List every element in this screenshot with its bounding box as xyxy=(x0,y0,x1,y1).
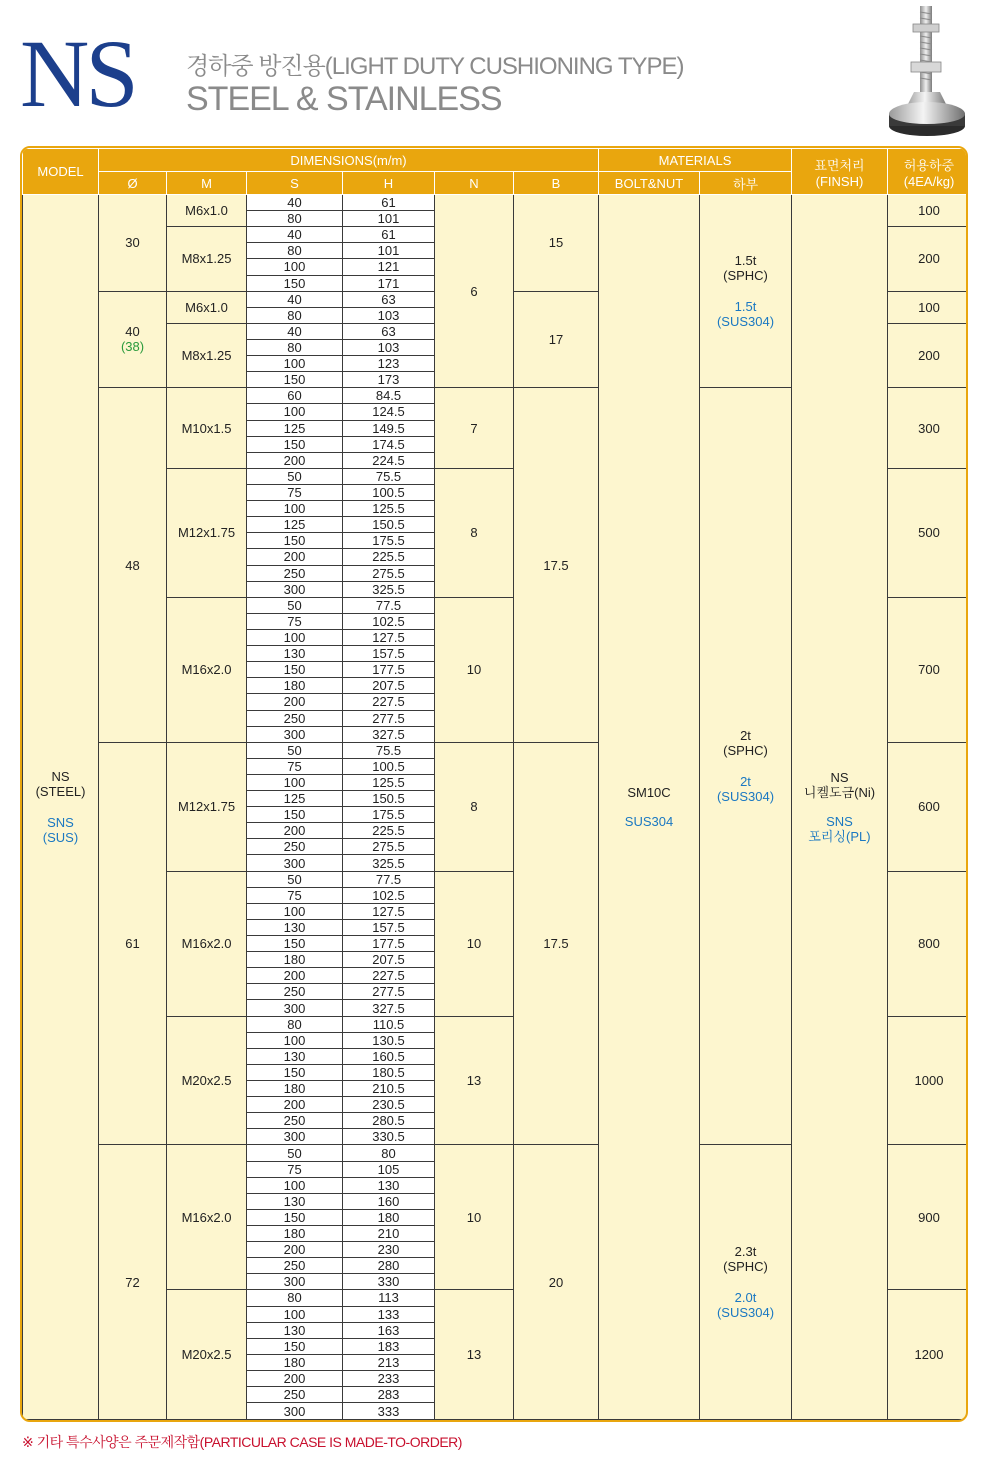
base-spacer xyxy=(700,283,791,299)
s-cell: 130 xyxy=(247,646,343,662)
n-cell: 6 xyxy=(435,195,514,388)
h-cell: 102.5 xyxy=(343,887,435,903)
h-cell: 160 xyxy=(343,1193,435,1209)
h-cell: 207.5 xyxy=(343,952,435,968)
h-cell: 325.5 xyxy=(343,581,435,597)
s-cell: 125 xyxy=(247,791,343,807)
s-cell: 250 xyxy=(247,565,343,581)
s-cell: 50 xyxy=(247,1145,343,1161)
h-cell: 230.5 xyxy=(343,1097,435,1113)
s-cell: 100 xyxy=(247,501,343,517)
s-cell: 100 xyxy=(247,774,343,790)
header-finish xyxy=(792,149,888,195)
s-cell: 150 xyxy=(247,1209,343,1225)
h-cell: 150.5 xyxy=(343,517,435,533)
finish-ns: NS xyxy=(830,770,849,785)
n-cell: 10 xyxy=(435,1145,514,1290)
s-cell: 75 xyxy=(247,484,343,500)
s-cell: 100 xyxy=(247,903,343,919)
header-base: 하부 xyxy=(700,172,792,195)
subtitle-english: STEEL & STAINLESS xyxy=(186,80,502,118)
h-cell: 177.5 xyxy=(343,936,435,952)
s-cell: 300 xyxy=(247,855,343,871)
thread-cell: M12x1.75 xyxy=(167,742,247,871)
h-cell: 133 xyxy=(343,1306,435,1322)
s-cell: 100 xyxy=(247,1306,343,1322)
ns-logo: NS xyxy=(20,20,135,127)
s-cell: 75 xyxy=(247,887,343,903)
subtitle-korean: 경하중 방진용(LIGHT DUTY CUSHIONING TYPE) xyxy=(186,53,684,80)
h-cell: 175.5 xyxy=(343,533,435,549)
h-cell: 213 xyxy=(343,1354,435,1370)
thread-cell: M20x2.5 xyxy=(167,1290,247,1420)
s-cell: 125 xyxy=(247,517,343,533)
phi-value: 30 xyxy=(125,235,140,251)
base-material-sus: (SUS304) xyxy=(716,314,775,330)
s-cell: 180 xyxy=(247,1081,343,1097)
h-cell: 105 xyxy=(343,1161,435,1177)
header-bolt-nut: BOLT&NUT xyxy=(599,172,700,195)
phi-cell xyxy=(99,291,167,388)
h-cell: 173 xyxy=(343,372,435,388)
h-cell: 233 xyxy=(343,1370,435,1386)
h-cell: 227.5 xyxy=(343,694,435,710)
base-material-steel: (SPHC) xyxy=(723,1259,768,1275)
s-cell: 150 xyxy=(247,436,343,452)
h-cell: 100.5 xyxy=(343,758,435,774)
thread-cell: M8x1.25 xyxy=(167,227,247,291)
thread-cell: M20x2.5 xyxy=(167,1016,247,1145)
header-load-en: (4EA/kg) xyxy=(903,173,955,189)
h-cell: 275.5 xyxy=(343,565,435,581)
h-cell: 127.5 xyxy=(343,629,435,645)
base-material-sus: (SUS304) xyxy=(716,789,775,805)
header-s: S xyxy=(247,172,343,195)
h-cell: 103 xyxy=(343,339,435,355)
n-cell: 10 xyxy=(435,597,514,742)
h-cell: 180.5 xyxy=(343,1064,435,1080)
s-cell: 250 xyxy=(247,1387,343,1403)
base-material-cell xyxy=(700,388,792,1145)
header-h: H xyxy=(343,172,435,195)
load-cell: 500 xyxy=(888,468,969,597)
s-cell: 180 xyxy=(247,1354,343,1370)
spec-table-body xyxy=(23,195,969,1420)
base-thickness-sus: 2t xyxy=(740,774,751,790)
s-cell: 150 xyxy=(247,807,343,823)
h-cell: 180 xyxy=(343,1209,435,1225)
base-material-cell xyxy=(700,1145,792,1420)
h-cell: 100.5 xyxy=(343,484,435,500)
n-cell: 13 xyxy=(435,1290,514,1420)
load-cell: 200 xyxy=(888,227,969,291)
s-cell: 200 xyxy=(247,1242,343,1258)
b-cell: 20 xyxy=(514,1145,599,1420)
h-cell: 224.5 xyxy=(343,452,435,468)
phi-value: 40 xyxy=(125,324,140,340)
finish-spacer xyxy=(792,800,887,814)
h-cell: 130 xyxy=(343,1177,435,1193)
phi-value: 72 xyxy=(125,1274,140,1290)
model-ns: NS xyxy=(51,769,70,784)
s-cell: 200 xyxy=(247,452,343,468)
s-cell: 300 xyxy=(247,726,343,742)
s-cell: 100 xyxy=(247,259,343,275)
n-cell: 7 xyxy=(435,388,514,469)
load-cell: 1000 xyxy=(888,1016,969,1145)
s-cell: 130 xyxy=(247,1193,343,1209)
thread-cell: M12x1.75 xyxy=(167,468,247,597)
h-cell: 327.5 xyxy=(343,1000,435,1016)
s-cell: 250 xyxy=(247,1113,343,1129)
s-cell: 75 xyxy=(247,758,343,774)
header-finish-en: (FINSH) xyxy=(815,173,864,189)
h-cell: 327.5 xyxy=(343,726,435,742)
s-cell: 80 xyxy=(247,211,343,227)
s-cell: 80 xyxy=(247,243,343,259)
finish-nickel: 니켈도금(Ni) xyxy=(803,785,876,800)
phi-cell xyxy=(99,388,167,742)
h-cell: 84.5 xyxy=(343,388,435,404)
s-cell: 100 xyxy=(247,356,343,372)
table-row xyxy=(23,195,969,211)
base-thickness-steel: 1.5t xyxy=(734,253,757,269)
h-cell: 160.5 xyxy=(343,1048,435,1064)
h-cell: 230 xyxy=(343,1242,435,1258)
load-cell: 1200 xyxy=(888,1290,969,1420)
spec-table xyxy=(22,148,968,1420)
header-m: M xyxy=(167,172,247,195)
s-cell: 200 xyxy=(247,694,343,710)
footnote: ※ 기타 특수사양은 주문제작함(PARTICULAR CASE IS MADE-TO-ORDER) xyxy=(22,1434,462,1450)
s-cell: 50 xyxy=(247,468,343,484)
h-cell: 123 xyxy=(343,356,435,372)
h-cell: 275.5 xyxy=(343,839,435,855)
header-phi: Ø xyxy=(99,172,167,195)
h-cell: 210.5 xyxy=(343,1081,435,1097)
spec-table-container xyxy=(20,146,968,1422)
header-finish-ko: 표면처리 xyxy=(814,157,865,173)
b-cell: 17 xyxy=(514,291,599,388)
model-steel: (STEEL) xyxy=(35,784,86,799)
s-cell: 50 xyxy=(247,742,343,758)
load-cell: 900 xyxy=(888,1145,969,1290)
s-cell: 130 xyxy=(247,1048,343,1064)
s-cell: 180 xyxy=(247,1226,343,1242)
h-cell: 325.5 xyxy=(343,855,435,871)
finish-cell xyxy=(792,195,888,1420)
s-cell: 300 xyxy=(247,581,343,597)
finish-polishing: 포리싱(PL) xyxy=(808,829,871,844)
h-cell: 80 xyxy=(343,1145,435,1161)
h-cell: 63 xyxy=(343,323,435,339)
s-cell: 100 xyxy=(247,629,343,645)
h-cell: 75.5 xyxy=(343,468,435,484)
s-cell: 150 xyxy=(247,936,343,952)
base-thickness-sus: 1.5t xyxy=(734,299,757,315)
h-cell: 177.5 xyxy=(343,662,435,678)
s-cell: 300 xyxy=(247,1274,343,1290)
finish-sns: SNS xyxy=(826,814,853,829)
h-cell: 171 xyxy=(343,275,435,291)
s-cell: 100 xyxy=(247,1032,343,1048)
header-n: N xyxy=(435,172,514,195)
h-cell: 101 xyxy=(343,243,435,259)
thread-cell: M16x2.0 xyxy=(167,1145,247,1290)
base-material-sus: (SUS304) xyxy=(716,1305,775,1321)
s-cell: 60 xyxy=(247,388,343,404)
s-cell: 75 xyxy=(247,1161,343,1177)
s-cell: 300 xyxy=(247,1000,343,1016)
s-cell: 200 xyxy=(247,1370,343,1386)
h-cell: 183 xyxy=(343,1338,435,1354)
model-spacer xyxy=(23,799,98,815)
s-cell: 40 xyxy=(247,227,343,243)
s-cell: 125 xyxy=(247,420,343,436)
h-cell: 75.5 xyxy=(343,742,435,758)
phi-sub-value: (38) xyxy=(120,339,145,355)
thread-cell: M8x1.25 xyxy=(167,323,247,387)
s-cell: 200 xyxy=(247,968,343,984)
h-cell: 210 xyxy=(343,1226,435,1242)
b-cell: 17.5 xyxy=(514,388,599,742)
s-cell: 300 xyxy=(247,1403,343,1420)
s-cell: 100 xyxy=(247,404,343,420)
load-cell: 800 xyxy=(888,871,969,1016)
s-cell: 180 xyxy=(247,952,343,968)
b-cell: 15 xyxy=(514,195,599,292)
s-cell: 100 xyxy=(247,1177,343,1193)
s-cell: 50 xyxy=(247,871,343,887)
header-materials: MATERIALS xyxy=(599,149,792,172)
h-cell: 125.5 xyxy=(343,774,435,790)
s-cell: 250 xyxy=(247,1258,343,1274)
s-cell: 200 xyxy=(247,823,343,839)
s-cell: 75 xyxy=(247,613,343,629)
load-cell: 100 xyxy=(888,291,969,323)
load-cell: 300 xyxy=(888,388,969,469)
s-cell: 150 xyxy=(247,1338,343,1354)
h-cell: 101 xyxy=(343,211,435,227)
phi-cell xyxy=(99,1145,167,1420)
header-load-ko: 허용하중 xyxy=(903,157,955,173)
h-cell: 225.5 xyxy=(343,823,435,839)
n-cell: 13 xyxy=(435,1016,514,1145)
h-cell: 121 xyxy=(343,259,435,275)
s-cell: 200 xyxy=(247,549,343,565)
b-cell: 17.5 xyxy=(514,742,599,1145)
base-thickness-steel: 2t xyxy=(740,728,751,744)
h-cell: 63 xyxy=(343,291,435,307)
s-cell: 130 xyxy=(247,1322,343,1338)
h-cell: 102.5 xyxy=(343,613,435,629)
s-cell: 150 xyxy=(247,533,343,549)
h-cell: 61 xyxy=(343,195,435,211)
load-cell: 100 xyxy=(888,195,969,227)
load-cell: 600 xyxy=(888,742,969,871)
s-cell: 250 xyxy=(247,984,343,1000)
header-b: B xyxy=(514,172,599,195)
header-load xyxy=(888,149,969,195)
h-cell: 174.5 xyxy=(343,436,435,452)
thread-cell: M6x1.0 xyxy=(167,195,247,227)
base-thickness-steel: 2.3t xyxy=(734,1244,757,1260)
thread-cell: M6x1.0 xyxy=(167,291,247,323)
phi-cell xyxy=(99,742,167,1145)
base-material-steel: (SPHC) xyxy=(723,743,768,759)
s-cell: 180 xyxy=(247,678,343,694)
h-cell: 113 xyxy=(343,1290,435,1306)
h-cell: 103 xyxy=(343,307,435,323)
h-cell: 283 xyxy=(343,1387,435,1403)
h-cell: 110.5 xyxy=(343,1016,435,1032)
h-cell: 77.5 xyxy=(343,597,435,613)
s-cell: 40 xyxy=(247,195,343,211)
phi-cell xyxy=(99,195,167,292)
h-cell: 130.5 xyxy=(343,1032,435,1048)
leveling-foot-image xyxy=(884,2,970,144)
thread-cell: M16x2.0 xyxy=(167,597,247,742)
n-cell: 10 xyxy=(435,871,514,1016)
h-cell: 280 xyxy=(343,1258,435,1274)
model-sns: SNS xyxy=(47,815,74,830)
bolt-sus: SUS304 xyxy=(624,814,674,829)
s-cell: 150 xyxy=(247,662,343,678)
s-cell: 250 xyxy=(247,710,343,726)
phi-value: 61 xyxy=(125,936,140,952)
s-cell: 300 xyxy=(247,1129,343,1145)
s-cell: 250 xyxy=(247,839,343,855)
s-cell: 200 xyxy=(247,1097,343,1113)
h-cell: 333 xyxy=(343,1403,435,1420)
model-sus: (SUS) xyxy=(42,830,79,845)
s-cell: 80 xyxy=(247,1016,343,1032)
n-cell: 8 xyxy=(435,468,514,597)
base-spacer xyxy=(700,1274,791,1290)
s-cell: 40 xyxy=(247,323,343,339)
h-cell: 225.5 xyxy=(343,549,435,565)
h-cell: 61 xyxy=(343,227,435,243)
h-cell: 157.5 xyxy=(343,919,435,935)
base-material-cell xyxy=(700,195,792,388)
h-cell: 149.5 xyxy=(343,420,435,436)
phi-value: 48 xyxy=(125,557,140,573)
header-dimensions: DIMENSIONS(m/m) xyxy=(99,149,599,172)
model-cell xyxy=(23,195,99,1420)
bolt-steel: SM10C xyxy=(627,785,671,800)
h-cell: 330 xyxy=(343,1274,435,1290)
h-cell: 207.5 xyxy=(343,678,435,694)
h-cell: 77.5 xyxy=(343,871,435,887)
h-cell: 150.5 xyxy=(343,791,435,807)
h-cell: 175.5 xyxy=(343,807,435,823)
load-cell: 700 xyxy=(888,597,969,742)
thread-cell: M10x1.5 xyxy=(167,388,247,469)
s-cell: 40 xyxy=(247,291,343,307)
h-cell: 124.5 xyxy=(343,404,435,420)
h-cell: 277.5 xyxy=(343,710,435,726)
h-cell: 227.5 xyxy=(343,968,435,984)
h-cell: 127.5 xyxy=(343,903,435,919)
load-cell: 200 xyxy=(888,323,969,387)
h-cell: 280.5 xyxy=(343,1113,435,1129)
base-spacer xyxy=(700,758,791,774)
base-thickness-sus: 2.0t xyxy=(734,1290,757,1306)
s-cell: 80 xyxy=(247,339,343,355)
h-cell: 163 xyxy=(343,1322,435,1338)
bolt-nut-cell xyxy=(599,195,700,1420)
s-cell: 150 xyxy=(247,372,343,388)
h-cell: 125.5 xyxy=(343,501,435,517)
bolt-spacer xyxy=(599,800,699,814)
base-material-steel: (SPHC) xyxy=(723,268,768,284)
s-cell: 150 xyxy=(247,275,343,291)
h-cell: 330.5 xyxy=(343,1129,435,1145)
n-cell: 8 xyxy=(435,742,514,871)
s-cell: 80 xyxy=(247,307,343,323)
s-cell: 150 xyxy=(247,1064,343,1080)
s-cell: 80 xyxy=(247,1290,343,1306)
s-cell: 50 xyxy=(247,597,343,613)
s-cell: 130 xyxy=(247,919,343,935)
thread-cell: M16x2.0 xyxy=(167,871,247,1016)
header-model: MODEL xyxy=(23,149,99,195)
h-cell: 277.5 xyxy=(343,984,435,1000)
h-cell: 157.5 xyxy=(343,646,435,662)
